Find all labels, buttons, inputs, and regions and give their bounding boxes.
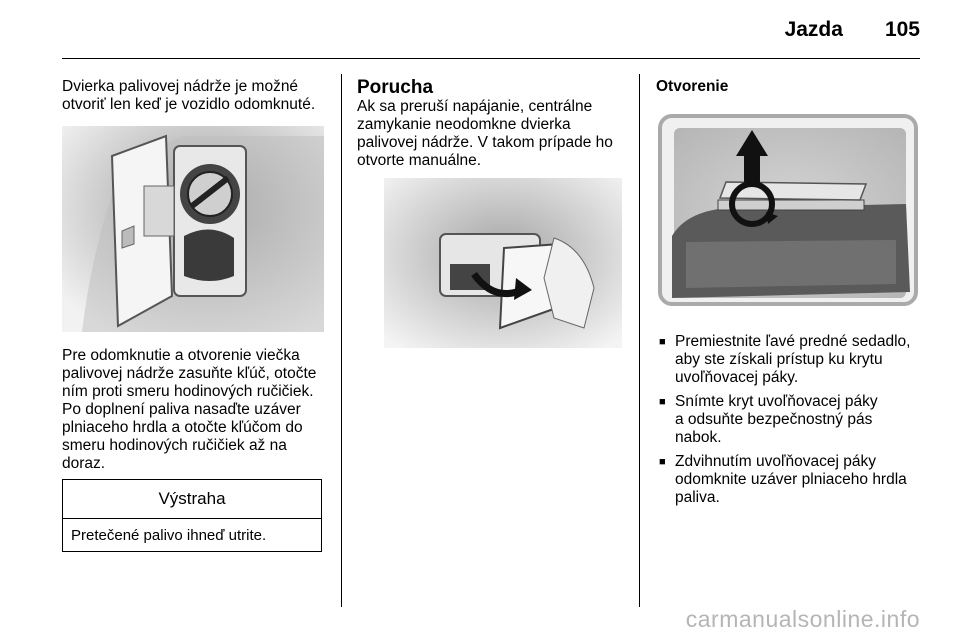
failure-heading: Porucha [357, 77, 434, 98]
warning-title: Výstraha [63, 480, 321, 519]
column-1-instructions [62, 347, 332, 473]
manual-opening-illustration [384, 178, 622, 348]
warning-box [62, 479, 322, 552]
fuel-flap-illustration [62, 126, 324, 332]
page-header [743, 18, 920, 42]
steps-list [659, 333, 925, 507]
page-number: 105 [884, 18, 920, 41]
column-3-steps [659, 333, 925, 513]
failure-paragraph: Ak sa preruší napájanie, centrálne zamykanie neodomkne dvierka palivovej nádrže. V takom prípade ho otvorte manuálne. [357, 98, 613, 169]
warning-text: Pretečené palivo ihneď utrite. [71, 527, 267, 544]
column-1 [62, 78, 332, 114]
column-3 [656, 78, 922, 96]
intro-paragraph: Dvierka palivovej nádrže je možné otvoriť len keď je vozidlo odomknuté. [62, 78, 316, 113]
release-lever-illustration [656, 112, 920, 308]
opening-heading: Otvorenie [656, 78, 729, 95]
instructions-paragraph: Pre odomknutie a otvorenie viečka palivovej nádrže zasuňte kľúč, otočte ním proti smeru hodinových ručičiek. Po doplnení paliva nasaďte uzáver plniaceho hrdla a otočte kľúčom do smeru hodinových ručičiek až na doraz. [62, 347, 317, 472]
list-item: ■ Zdvihnutím uvoľňovacej páky odomknite uzáver plniaceho hrdla paliva. [659, 453, 925, 507]
watermark: carmanualsonline.info [685, 606, 920, 632]
section-title: Jazda [784, 18, 843, 41]
column-divider-1 [341, 74, 342, 607]
column-divider-2 [639, 74, 640, 607]
list-item: ■ Premiestnite ľavé predné sedadlo, aby ste získali prístup ku krytu uvoľňovacej páky. [659, 333, 925, 387]
list-item: ■ Snímte kryt uvoľňovacej páky a odsuňte bezpečnostný pás nabok. [659, 393, 925, 447]
header-rule [62, 58, 920, 59]
column-2 [357, 78, 632, 170]
